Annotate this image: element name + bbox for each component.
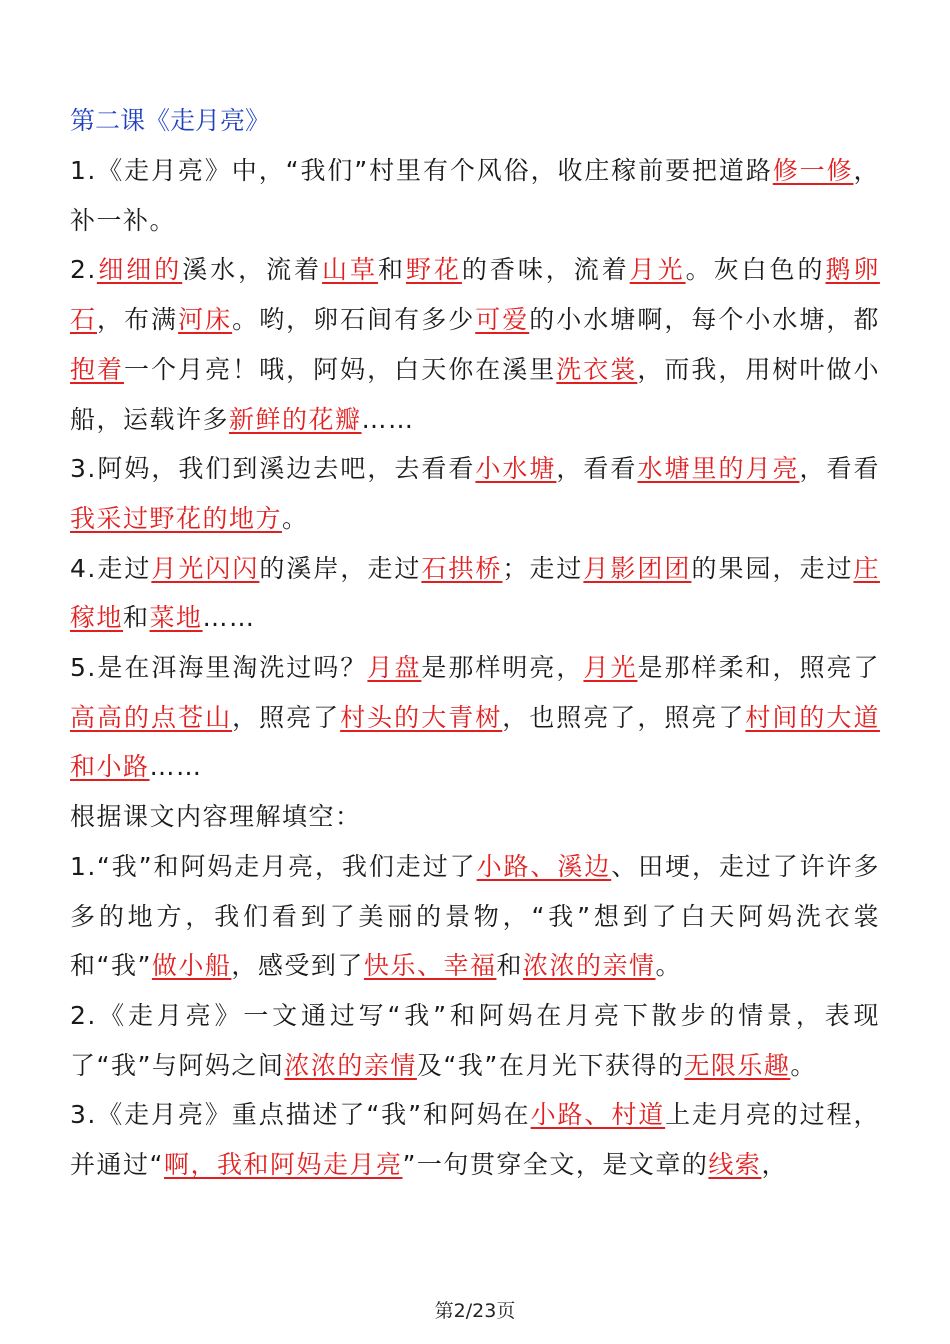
answer-text: 小路、村道 xyxy=(530,1100,666,1130)
answer-text: 石拱桥 xyxy=(421,553,503,583)
answer-text: 修一修 xyxy=(772,156,854,185)
paragraph-4 xyxy=(70,544,880,643)
body-text: 2. xyxy=(70,255,97,285)
answer-text: 菜地 xyxy=(149,603,203,633)
body-text: …… xyxy=(149,752,203,782)
body-text: ，布满 xyxy=(97,305,179,335)
answer-text: 月光 xyxy=(629,255,686,285)
body-text: ，看看 xyxy=(556,454,638,484)
body-text: 5.是在洱海里淘洗过吗？ xyxy=(70,653,368,683)
answer-text: 月光闪闪 xyxy=(151,553,260,583)
body-text: 3.阿妈，我们到溪边去吧，去看看 xyxy=(70,454,476,484)
fill-blank-1 xyxy=(70,842,880,991)
paragraph-1 xyxy=(70,146,880,245)
answer-text: 山草 xyxy=(322,255,378,285)
answer-text: 高高的点苍山 xyxy=(70,702,233,732)
body-text: 2.《走月亮》一文通过写“我”和阿妈在月亮下散步的情景，表现了“我”与阿妈之间 xyxy=(70,1000,880,1080)
answer-text: 月光 xyxy=(583,653,638,683)
body-text: ，感受到了 xyxy=(231,951,364,981)
answer-text: 月盘 xyxy=(367,653,422,683)
page-number: 第2/23页 xyxy=(434,1300,516,1322)
body-text: …… xyxy=(202,603,256,633)
fill-blank-2 xyxy=(70,991,880,1090)
answer-text: 快乐、幸福 xyxy=(363,951,497,981)
section-heading xyxy=(70,792,880,842)
body-text: 。 xyxy=(790,1050,817,1080)
answer-text: 细细的 xyxy=(96,255,183,285)
document-body xyxy=(70,96,880,1190)
answer-text: 水塘里的月亮 xyxy=(637,454,800,484)
body-text: ，而我，用树叶做小船，运载许多 xyxy=(70,354,880,434)
fill-blank-3 xyxy=(70,1090,880,1189)
body-text: ，补一补。 xyxy=(70,156,880,235)
body-text: 是那样明亮， xyxy=(421,653,584,683)
answer-text: 可爱 xyxy=(475,305,530,335)
answer-text: 浓浓的亲情 xyxy=(522,951,656,981)
body-text: 、田埂，走过了许许多多的地方，我们看到了美丽的景物，“我”想到了白天阿妈洗衣裳和“我” xyxy=(70,851,880,981)
body-text: 和 xyxy=(123,603,150,633)
answer-text: 村间的大道和小路 xyxy=(70,702,880,782)
answer-text: 庄稼地 xyxy=(70,553,880,633)
body-text: 和 xyxy=(377,255,406,285)
lesson-title: 第二课《走月亮》 xyxy=(70,106,271,135)
body-text: …… xyxy=(361,404,415,434)
answer-text: 野花 xyxy=(405,255,462,285)
body-text: ；走过 xyxy=(502,553,584,583)
answer-text: 线索 xyxy=(708,1150,762,1180)
body-text: 1.《走月亮》中，“我们”村里有个风俗，收庄稼前要把道路 xyxy=(70,156,773,185)
answer-text: 小路、溪边 xyxy=(476,851,612,881)
answer-text: 村头的大青树 xyxy=(340,702,503,732)
body-text: 1.“我”和阿妈走月亮，我们走过了 xyxy=(70,851,477,881)
body-text: 是那样柔和，照亮了 xyxy=(637,653,880,683)
body-text: ，看看 xyxy=(799,454,880,484)
answer-text: 浓浓的亲情 xyxy=(284,1050,417,1080)
answer-text: 无限乐趣 xyxy=(684,1050,791,1080)
answer-text: 鹅卵石 xyxy=(70,255,880,335)
body-text: 。 xyxy=(282,503,309,533)
body-text: 的香味，流着 xyxy=(461,255,630,285)
answer-text: 我采过野花的地方 xyxy=(70,503,283,533)
body-text: ”一句贯穿全文，是文章的 xyxy=(402,1150,709,1180)
body-text: ， xyxy=(761,1150,788,1180)
body-text: ，照亮了 xyxy=(232,702,341,732)
body-text: 根据课文内容理解填空： xyxy=(70,802,362,832)
answer-text: 抱着 xyxy=(70,354,125,384)
body-text: ，也照亮了，照亮了 xyxy=(502,702,746,732)
answer-text: 洗衣裳 xyxy=(556,354,638,384)
body-text: 的溪岸，走过 xyxy=(259,553,422,583)
answer-text: 啊，我和阿妈走月亮 xyxy=(163,1150,403,1180)
answer-text: 月影团团 xyxy=(583,553,692,583)
body-text: 。哟，卵石间有多少 xyxy=(232,305,476,335)
answer-text: 新鲜的花瓣 xyxy=(229,404,362,434)
paragraph-5 xyxy=(70,643,880,792)
paragraph-2 xyxy=(70,245,880,444)
body-text: 4.走过 xyxy=(70,553,152,583)
paragraph-3 xyxy=(70,444,880,543)
body-text: 的小水塘啊，每个小水塘，都 xyxy=(529,305,880,335)
answer-text: 小水塘 xyxy=(475,454,557,484)
answer-text: 做小船 xyxy=(151,951,232,981)
body-text: 上走月亮的过程，并通过“ xyxy=(70,1100,880,1180)
body-text: 一个月亮！哦，阿妈，白天你在溪里 xyxy=(124,354,557,384)
body-text: 的果园，走过 xyxy=(691,553,854,583)
body-text: 3.《走月亮》重点描述了“我”和阿妈在 xyxy=(70,1100,531,1130)
body-text: 。 xyxy=(655,951,682,981)
answer-text: 河床 xyxy=(178,305,233,335)
body-text: 溪水，流着 xyxy=(182,255,323,285)
body-text: 及“我”在月光下获得的 xyxy=(416,1050,685,1080)
body-text: 和 xyxy=(496,951,523,981)
body-text: 。灰白色的 xyxy=(685,255,826,285)
